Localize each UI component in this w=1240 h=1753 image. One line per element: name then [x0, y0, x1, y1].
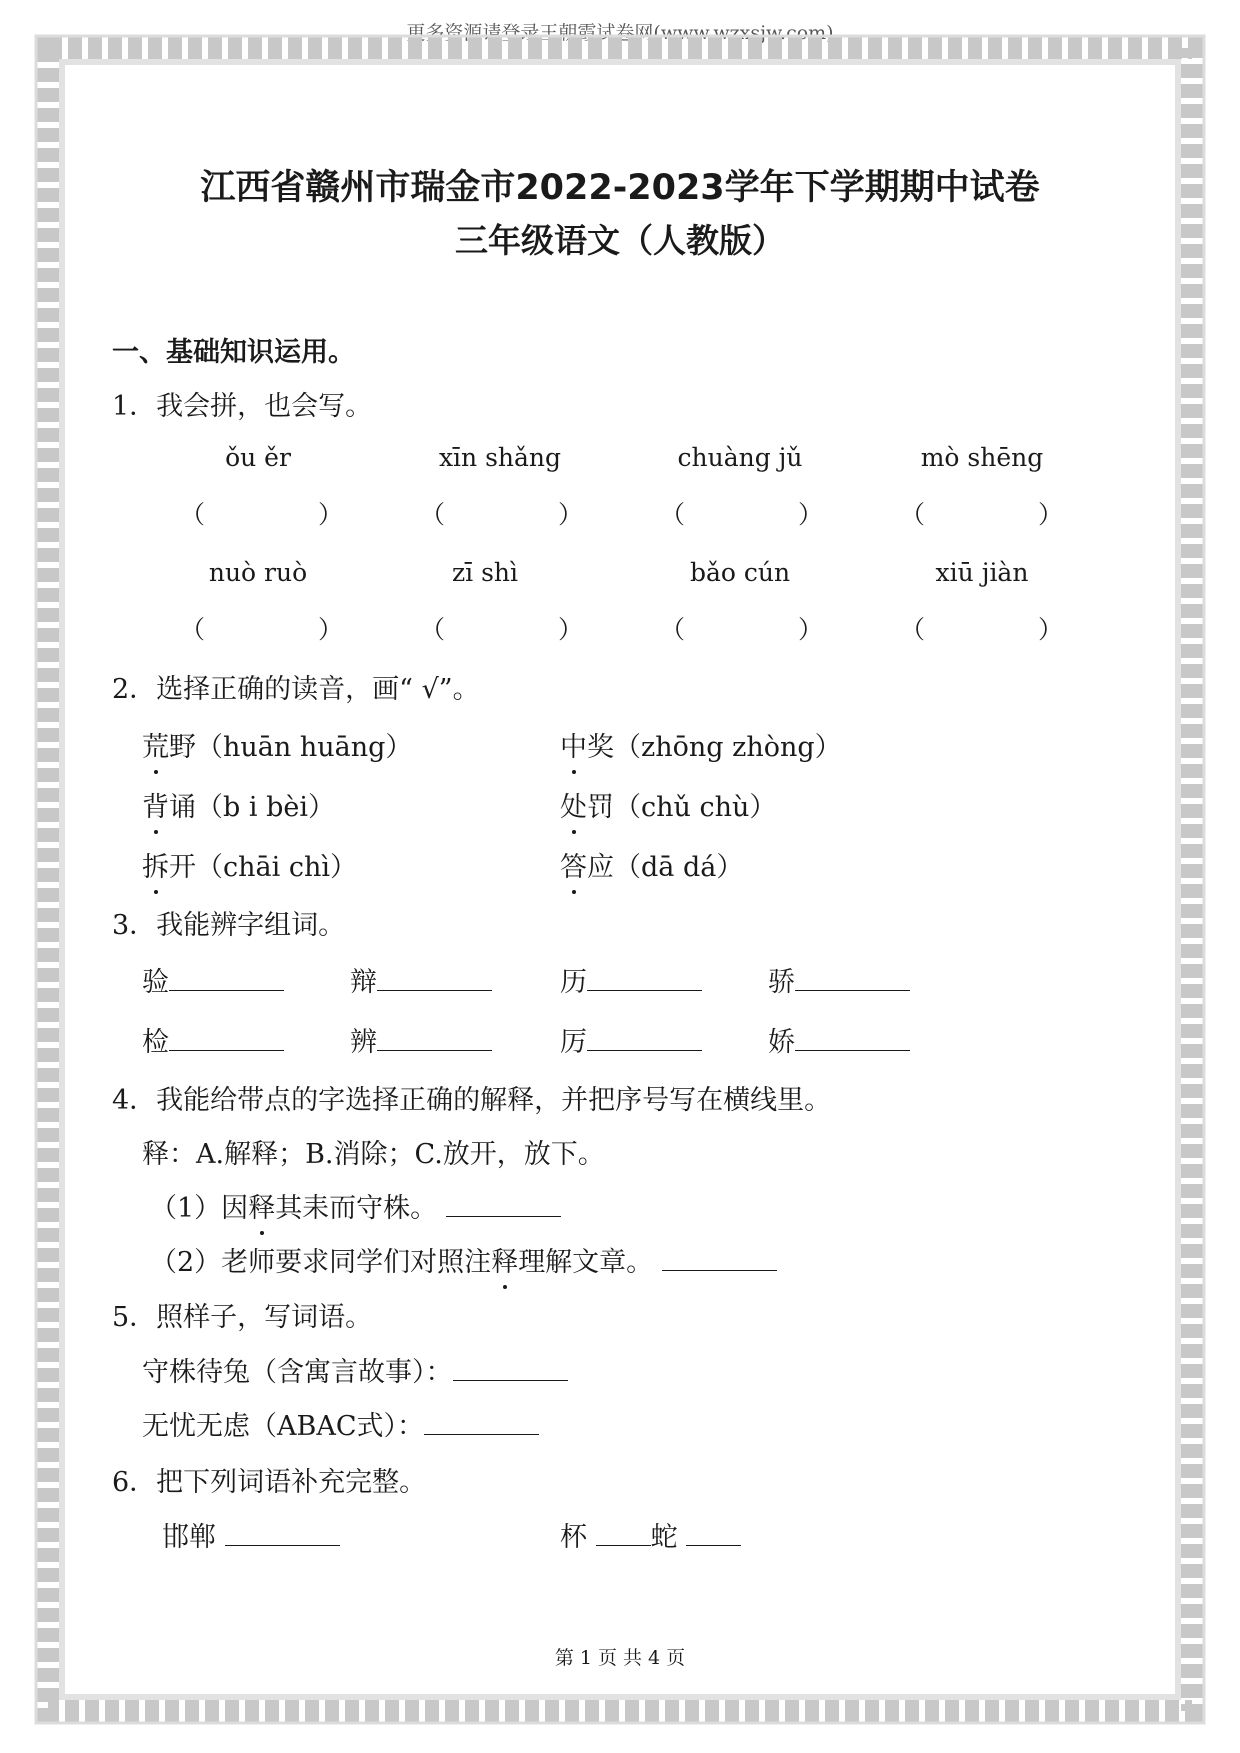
- pinyin-item: xiū jiàn: [935, 558, 1029, 587]
- pronunciation-item: 背诵（b i bèi）: [142, 785, 335, 824]
- pronunciation-item: 拆开（chāi chì）: [142, 845, 357, 884]
- word-group-item: 辩: [350, 960, 492, 999]
- exam-subtitle: 三年级语文（人教版）: [455, 221, 785, 260]
- idiom-completion: 邯郸: [162, 1515, 340, 1554]
- answer-paren-close: ）: [318, 500, 344, 529]
- pronunciation-item: 荒野（huān huāng）: [142, 725, 412, 764]
- pinyin-item: xīn shǎng: [438, 443, 562, 472]
- dotted-char: 背: [142, 785, 169, 824]
- answer-paren-close: ）: [1038, 615, 1064, 644]
- question-3-prompt: 3．我能辨字组词。: [112, 910, 346, 941]
- answer-paren-close: ）: [1038, 500, 1064, 529]
- question-1-prompt: 1．我会拼，也会写。: [112, 391, 373, 422]
- answer-paren-open: （: [180, 615, 206, 644]
- answer-blank[interactable]: [795, 1024, 910, 1051]
- pronunciation-item: 处罚（chǔ chù）: [560, 785, 776, 824]
- answer-blank[interactable]: [587, 964, 702, 991]
- answer-blank[interactable]: [596, 1519, 651, 1546]
- answer-blank[interactable]: [424, 1408, 539, 1435]
- answer-paren-close: ）: [558, 615, 584, 644]
- pinyin-item: zī shì: [451, 558, 519, 587]
- answer-blank[interactable]: [225, 1519, 340, 1546]
- word-group-item: 娇: [768, 1020, 910, 1059]
- section-heading: 一、基础知识运用。: [112, 337, 355, 368]
- sentence-1: （1）因释其耒而守株。: [150, 1186, 561, 1225]
- dotted-char: 释: [491, 1240, 518, 1279]
- exam-title: 江西省赣州市瑞金市2022-2023学年下学期期中试卷: [200, 168, 1040, 208]
- answer-paren-open: （: [180, 500, 206, 529]
- answer-blank[interactable]: [795, 964, 910, 991]
- pronunciation-item: 中奖（zhōng zhòng）: [560, 725, 842, 764]
- idiom-completion: 杯 蛇: [560, 1515, 741, 1554]
- question-6-prompt: 6．把下列词语补充完整。: [112, 1467, 427, 1498]
- answer-blank[interactable]: [446, 1190, 561, 1217]
- word-group-item: 辨: [350, 1020, 492, 1059]
- dotted-char: 释: [248, 1186, 275, 1225]
- pinyin-item: chuàng jǔ: [677, 443, 803, 472]
- dotted-char: 中: [560, 725, 587, 764]
- answer-paren-open: （: [900, 615, 926, 644]
- answer-blank[interactable]: [453, 1354, 568, 1381]
- site-header-note: 更多资源请登录王朝霞试卷网(www.wzxsjw.com): [406, 22, 834, 44]
- answer-paren-open: （: [420, 615, 446, 644]
- word-group-item: 历: [560, 960, 702, 999]
- answer-paren-close: ）: [798, 615, 824, 644]
- dotted-char: 拆: [142, 845, 169, 884]
- answer-blank[interactable]: [662, 1244, 777, 1271]
- pinyin-item: bǎo cún: [689, 558, 791, 587]
- sentence-2: （2）老师要求同学们对照注释理解文章。: [150, 1240, 777, 1279]
- pinyin-item: ǒu ěr: [225, 443, 291, 472]
- word-example-1: 守株待兔（含寓言故事）：: [142, 1350, 568, 1389]
- answer-paren-open: （: [900, 500, 926, 529]
- dotted-char: 荒: [142, 725, 169, 764]
- answer-paren-close: ）: [318, 615, 344, 644]
- answer-blank[interactable]: [169, 964, 284, 991]
- word-group-item: 骄: [768, 960, 910, 999]
- answer-paren-close: ）: [798, 500, 824, 529]
- page-number: 第 1 页 共 4 页: [554, 1647, 686, 1669]
- word-example-2: 无忧无虑（ABAC式）：: [142, 1404, 539, 1443]
- question-2-prompt: 2．选择正确的读音，画“ √”。: [112, 674, 480, 705]
- word-group-item: 验: [142, 960, 284, 999]
- answer-paren-close: ）: [558, 500, 584, 529]
- word-group-item: 检: [142, 1020, 284, 1059]
- question-5-prompt: 5．照样子，写词语。: [112, 1302, 373, 1333]
- answer-paren-open: （: [420, 500, 446, 529]
- question-4-prompt: 4．我能给带点的字选择正确的解释，并把序号写在横线里。: [112, 1085, 832, 1116]
- answer-blank[interactable]: [587, 1024, 702, 1051]
- dotted-char: 答: [560, 845, 587, 884]
- pinyin-item: nuò ruò: [208, 558, 308, 587]
- word-group-item: 厉: [560, 1020, 702, 1059]
- answer-blank[interactable]: [169, 1024, 284, 1051]
- answer-paren-open: （: [660, 615, 686, 644]
- pronunciation-item: 答应（dā dá）: [560, 845, 743, 884]
- meaning-options: 释：A.解释；B.消除；C.放开，放下。: [142, 1139, 605, 1170]
- answer-paren-open: （: [660, 500, 686, 529]
- answer-blank[interactable]: [377, 964, 492, 991]
- answer-blank[interactable]: [377, 1024, 492, 1051]
- answer-blank[interactable]: [686, 1519, 741, 1546]
- pinyin-item: mò shēng: [920, 443, 1044, 472]
- dotted-char: 处: [560, 785, 587, 824]
